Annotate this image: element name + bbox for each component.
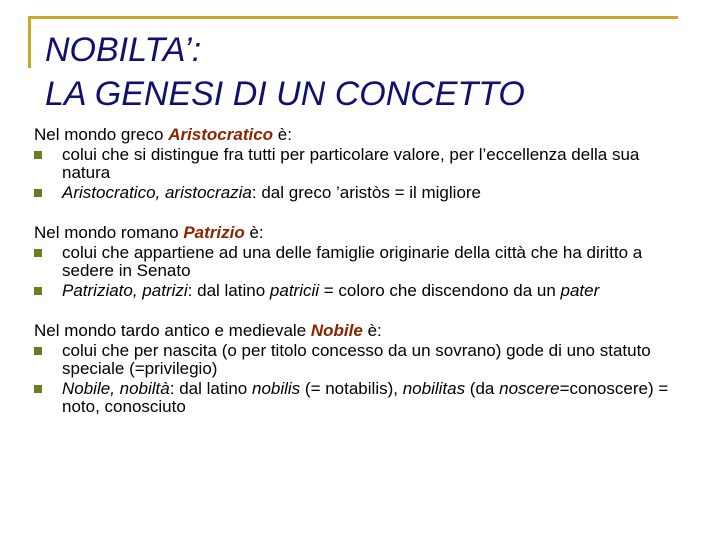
list-item [34, 342, 674, 378]
bullet-square-icon [34, 385, 42, 393]
list-item [34, 282, 674, 300]
bullet-text: =conoscere) = noto, conosciuto [62, 379, 669, 416]
section-medieval [34, 322, 674, 416]
heading-suffix: è: [273, 125, 292, 144]
bullet-text: colui che appartiene ad una delle famiglie originarie della città che ha diritto a sedere in Senato [62, 243, 643, 280]
bullet-text: (= notabilis), [300, 379, 403, 398]
bullet-term: Nobile, nobiltà [62, 379, 170, 398]
heading-keyword: Aristocratico [168, 125, 274, 144]
bullet-term: noscere [499, 379, 560, 398]
heading-suffix: è: [362, 321, 382, 340]
section-heading [34, 126, 674, 144]
bullet-term: Patriziato, patrizi [62, 281, 188, 300]
bullet-text: = coloro che discendono da un [319, 281, 561, 300]
section-greek [34, 126, 674, 202]
bullet-square-icon [34, 189, 42, 197]
bullet-term: nobilis [251, 379, 301, 398]
section-roman [34, 224, 674, 300]
section-heading [34, 322, 674, 340]
frame-left-border [28, 16, 31, 68]
bullet-square-icon [34, 287, 42, 295]
bullet-text: : dal latino [169, 379, 252, 398]
bullet-list [34, 244, 674, 300]
list-item [34, 146, 674, 182]
list-item [34, 380, 674, 416]
heading-prefix: Nel mondo romano [34, 223, 184, 242]
bullet-square-icon [34, 249, 42, 257]
bullet-term: Aristocratico, aristocrazia [62, 183, 252, 202]
bullet-text: : dal latino [187, 281, 270, 300]
title-line-1: NOBILTA’: [45, 31, 202, 69]
slide-content [34, 126, 674, 438]
bullet-term: nobilitas [402, 379, 466, 398]
bullet-list [34, 342, 674, 416]
bullet-text: colui che per nascita (o per titolo concesso da un sovrano) gode di uno statuto speciale (=privilegio) [62, 341, 651, 378]
heading-prefix: Nel mondo tardo antico e medievale [34, 321, 311, 340]
bullet-square-icon [34, 151, 42, 159]
bullet-text: (da [465, 379, 500, 398]
frame-top-border [28, 16, 678, 19]
heading-prefix: Nel mondo greco [34, 125, 169, 144]
heading-keyword: Nobile [310, 321, 363, 340]
heading-keyword: Patrizio [183, 223, 245, 242]
bullet-term: pater [560, 281, 600, 300]
title-line-2: LA GENESI DI UN CONCETTO [45, 75, 525, 113]
bullet-text: colui che si distingue fra tutti per particolare valore, per l’eccellenza della sua natura [62, 145, 640, 182]
bullet-term: patricii [269, 281, 320, 300]
list-item [34, 244, 674, 280]
section-heading [34, 224, 674, 242]
bullet-list [34, 146, 674, 202]
bullet-text: : dal greco ’aristòs = il migliore [251, 183, 482, 202]
list-item [34, 184, 674, 202]
slide-title [45, 28, 525, 116]
bullet-square-icon [34, 347, 42, 355]
heading-suffix: è: [244, 223, 264, 242]
